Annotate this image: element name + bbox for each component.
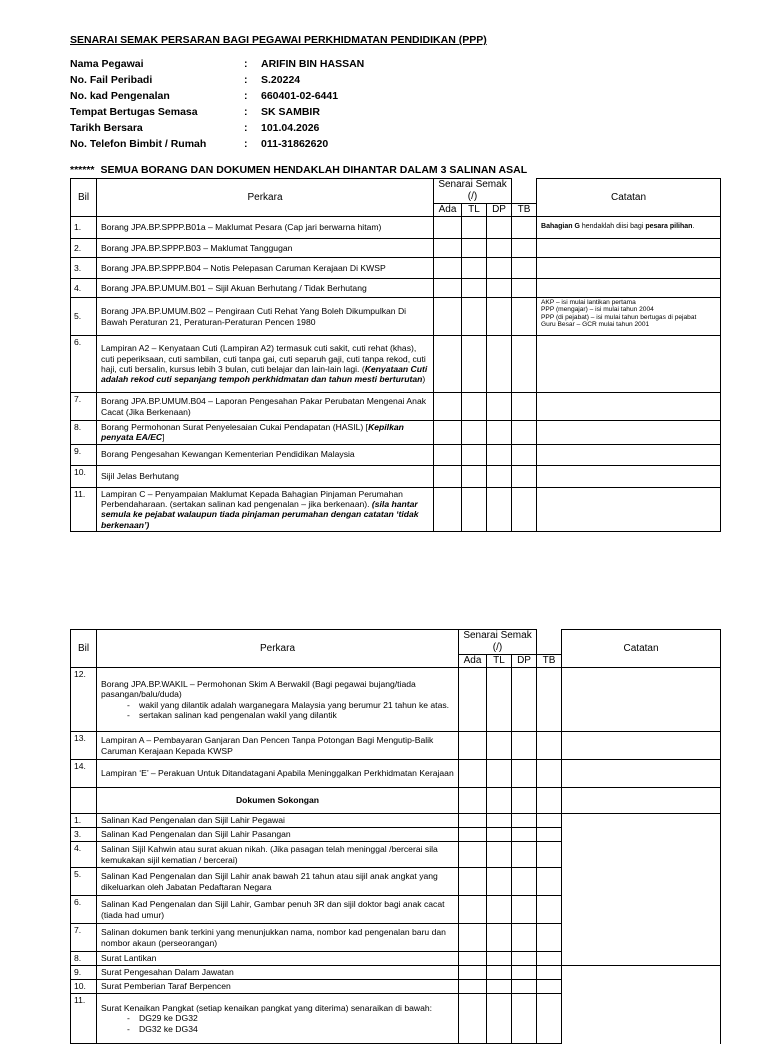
check-cell-tl[interactable] [462,279,487,298]
section-bil [71,788,97,814]
row-catatan [537,444,721,465]
check-cell-tb[interactable] [512,421,537,445]
check-cell-ada[interactable] [459,952,487,966]
check-cell-tb[interactable] [512,487,537,531]
perkara-emphasis: Kepilkan penyata EA/EC [101,422,404,443]
table-row [71,421,721,445]
checklist-table-1 [70,178,721,532]
row-catatan [537,393,721,421]
row-catatan [562,788,721,814]
bullet-item: - DG29 ke DG32 [127,1013,454,1023]
check-cell-dp[interactable] [487,298,512,336]
row-number: 2. [71,239,97,258]
info-value: SK SAMBIR [261,106,320,118]
check-cell-ada[interactable] [459,842,487,868]
perkara-text: Lampiran C – Penyampaian Maklumat Kepada Bahagian Pinjaman Perumahan Perbendaharaan. (sertakan salinan kad pengenalan – jika berkenaan). [101,488,403,509]
perkara-text: Surat Pengesahan Dalam Jawatan [101,967,234,978]
check-cell-tl[interactable] [487,814,512,828]
row-number: 3. [71,258,97,279]
row-perkara [97,980,459,994]
header-bil: Bil [71,179,97,217]
check-cell-ada[interactable] [459,668,487,732]
perkara-text: Borang JPA.BP.UMUM.B02 – Pengiraan Cuti Rehat Yang Boleh Dikumpulkan Di Bawah Peraturan 21, Peraturan-Peraturan Pencen 1980 [101,306,407,327]
check-cell-ada[interactable] [434,258,462,279]
notice-line [70,164,527,176]
check-cell-dp[interactable] [487,487,512,531]
check-cell-tl[interactable] [462,465,487,487]
perkara-text: Borang JPA.BP.SPPP.B04 – Notis Pelepasan Caruman Kerajaan Di KWSP [101,262,386,273]
info-label: No. Fail Peribadi [70,74,153,86]
perkara-text: Salinan dokumen bank terkini yang menunjukkan nama, nombor kad pengenalan baru dan nombor akaun (perseorangan) [101,927,446,948]
table-row [71,732,721,760]
perkara-text: Salinan Kad Pengenalan dan Sijil Lahir, Gambar penuh 3R dan sijil doktor bagi anak cacat (tiada had umur) [101,899,445,920]
check-cell-tb[interactable] [537,896,562,924]
check-cell-ada[interactable] [434,239,462,258]
check-cell-ada[interactable] [434,336,462,393]
row-perkara [97,336,434,393]
row-perkara [97,868,459,896]
row-catatan [537,421,721,445]
header-bil: Bil [71,630,97,668]
check-cell-tl[interactable] [487,760,512,788]
info-label: No. kad Pengenalan [70,90,170,102]
check-cell-tb[interactable] [512,444,537,465]
header-catatan: Catatan [537,179,721,217]
check-cell-tb[interactable] [537,994,562,1044]
check-cell-ada[interactable] [459,868,487,896]
check-cell-ada[interactable] [459,896,487,924]
check-cell-dp[interactable] [487,421,512,445]
check-cell-dp[interactable] [487,393,512,421]
check-cell-tl[interactable] [487,896,512,924]
note-text: hendaklah diisi bagi [579,223,646,231]
check-cell-tb[interactable] [537,760,562,788]
check-cell-tl[interactable] [462,217,487,239]
row-number: 11. [71,487,97,531]
check-cell-dp[interactable] [487,444,512,465]
checklist-table-2 [70,629,721,1044]
row-number: 4. [71,279,97,298]
check-cell-tl[interactable] [487,868,512,896]
note-bold: Bahagian G [541,223,580,231]
perkara-text: Salinan Sijil Kahwin atau surat akuan nikah. (Jika pasagan telah meninggal /bercerai sila kemukakan sijil kematian / bercerai) [101,844,438,865]
perkara-emphasis: (sila hantar semula ke pejabat walaupun tiada pinjaman perumahan dengan catatan ‘tidak berkenaan’) [101,498,419,530]
row-perkara [97,487,434,531]
row-perkara [97,258,434,279]
check-cell-tb[interactable] [537,668,562,732]
check-cell-dp[interactable] [512,896,537,924]
check-cell-tl[interactable] [487,980,512,994]
row-number: 11. [71,994,97,1044]
check-cell-dp[interactable] [487,239,512,258]
info-row [70,120,364,136]
note-text: . [692,223,695,231]
row-number: 9. [71,966,97,980]
header-dp: DP [487,204,512,217]
info-row [70,104,364,120]
check-cell-ada[interactable] [434,465,462,487]
header-tl: TL [487,655,512,668]
check-cell-dp[interactable] [487,465,512,487]
row-number: 10. [71,465,97,487]
check-cell-dp[interactable] [512,732,537,760]
perkara-text: Salinan Kad Pengenalan dan Sijil Lahir anak bawah 21 tahun atau sijil anak angkat yang dikeluarkan oleh Jabatan Pedaftaran Negara [101,871,438,892]
check-cell-tl[interactable] [487,924,512,952]
row-number: 6. [71,336,97,393]
check-cell-dp[interactable] [487,336,512,393]
row-number: 5. [71,298,97,336]
check-cell-tb[interactable] [512,258,537,279]
header-senarai-semak: Senarai Semak (/) [459,630,537,655]
row-perkara [97,760,459,788]
check-cell-tb[interactable] [512,217,537,239]
section-row [71,788,721,814]
table-row [71,336,721,393]
row-number: 10. [71,980,97,994]
check-cell-tb[interactable] [537,788,562,814]
check-cell-tb[interactable] [537,828,562,842]
header-tb: TB [537,655,562,668]
table-row [71,668,721,732]
check-cell-tb[interactable] [537,868,562,896]
notice-stars: ****** [70,164,95,176]
perkara-text: Borang JPA.BP.WAKIL – Permohonan Skim A Berwakil (Bagi pegawai bujang/tiada pasangan/balu/duda) [101,678,416,700]
perkara-text: Surat Pemberian Taraf Berpencen [101,981,231,992]
check-cell-ada[interactable] [459,966,487,980]
check-cell-dp[interactable] [512,924,537,952]
table-row [71,258,721,279]
check-cell-tb[interactable] [537,980,562,994]
perkara-text: Salinan Kad Pengenalan dan Sijil Lahir Pegawai [101,815,285,826]
check-cell-ada[interactable] [434,393,462,421]
row-perkara [97,217,434,239]
row-catatan [537,239,721,258]
perkara-text: Lampiran ‘E’ – Perakuan Untuk Ditandatagani Apabila Meninggalkan Perkhidmatan Kerajaan [101,768,454,779]
officer-info [70,56,364,152]
info-colon: : [244,74,248,86]
check-cell-ada[interactable] [459,828,487,842]
row-perkara [97,668,459,732]
check-cell-tl[interactable] [462,444,487,465]
info-label: No. Telefon Bimbit / Rumah [70,138,207,150]
row-catatan [562,668,721,732]
info-value: S.20224 [261,74,301,86]
info-row [70,136,364,152]
row-perkara [97,896,459,924]
check-cell-tl[interactable] [462,393,487,421]
check-cell-ada[interactable] [459,760,487,788]
section-heading: Dokumen Sokongan [97,788,459,814]
check-cell-ada[interactable] [434,217,462,239]
check-cell-tl[interactable] [462,298,487,336]
check-cell-tb[interactable] [512,298,537,336]
perkara-text: Sijil Jelas Berhutang [101,470,179,481]
check-cell-tl[interactable] [462,421,487,445]
perkara-text: Borang JPA.BP.UMUM.B04 – Laporan Pengesahan Pakar Perubatan Mengenai Anak Cacat (Jika Berkenaan) [101,396,427,417]
perkara-text: Borang Permohonan Surat Penyelesaian Cukai Pendapatan (HASIL) [ [101,422,369,432]
row-catatan [537,298,721,336]
info-colon: : [244,106,248,118]
check-cell-dp[interactable] [512,788,537,814]
row-number: 1. [71,814,97,828]
row-catatan [537,217,721,239]
perkara-text: Borang Pengesahan Kewangan Kementerian Pendidikan Malaysia [101,449,355,460]
check-cell-dp[interactable] [512,952,537,966]
bullet-item: - DG32 ke DG34 [127,1024,454,1034]
check-cell-tb[interactable] [537,966,562,980]
check-cell-ada[interactable] [434,487,462,531]
table-row [71,966,721,980]
check-cell-tl[interactable] [487,668,512,732]
row-catatan [537,465,721,487]
info-value: 101.04.2026 [261,122,320,134]
row-number: 5. [71,868,97,896]
check-cell-tb[interactable] [512,279,537,298]
check-cell-ada[interactable] [434,444,462,465]
row-number: 8. [71,421,97,445]
check-cell-dp[interactable] [512,868,537,896]
row-perkara [97,444,434,465]
info-colon: : [244,138,248,150]
check-cell-ada[interactable] [434,279,462,298]
row-perkara [97,814,459,828]
row-perkara [97,239,434,258]
perkara-tail: ) [422,374,426,385]
check-cell-tl[interactable] [462,258,487,279]
header-ada: Ada [459,655,487,668]
note-line: AKP – isi mulai lantikan pertama [541,299,636,306]
check-cell-tl[interactable] [487,994,512,1044]
row-catatan [562,732,721,760]
info-value: ARIFIN BIN HASSAN [261,58,365,70]
table-row [71,298,721,336]
info-colon: : [244,122,248,134]
row-catatan [562,760,721,788]
check-cell-tb[interactable] [537,842,562,868]
table-row [71,465,721,487]
check-cell-ada[interactable] [434,421,462,445]
check-cell-dp[interactable] [512,966,537,980]
info-label: Tempat Bertugas Semasa [70,106,198,118]
table-row [71,217,721,239]
row-number: 7. [71,924,97,952]
header-gap [537,630,562,655]
check-cell-dp[interactable] [512,828,537,842]
row-number: 3. [71,828,97,842]
row-number: 6. [71,896,97,924]
perkara-tail: ] [162,432,165,443]
check-cell-ada[interactable] [459,924,487,952]
check-cell-tl[interactable] [462,487,487,531]
check-cell-tb[interactable] [537,924,562,952]
info-label: Tarikh Bersara [70,122,143,134]
note-line: Guru Besar – GCR mulai tahun 2001 [541,320,650,328]
perkara-text: Salinan Kad Pengenalan dan Sijil Lahir Pasangan [101,829,291,840]
check-cell-dp[interactable] [487,279,512,298]
check-cell-ada[interactable] [459,732,487,760]
check-cell-dp[interactable] [487,217,512,239]
check-cell-tb[interactable] [512,465,537,487]
check-cell-tb[interactable] [512,239,537,258]
info-value: 660401-02-6441 [261,90,339,102]
check-cell-tl[interactable] [487,966,512,980]
check-cell-tb[interactable] [537,952,562,966]
header-tl: TL [462,204,487,217]
row-catatan [537,336,721,393]
bullet-item: - wakil yang dilantik adalah warganegara Malaysia yang berumur 21 tahun ke atas. [127,700,454,710]
check-cell-ada[interactable] [459,814,487,828]
check-cell-ada[interactable] [459,994,487,1044]
row-number: 1. [71,217,97,239]
header-gap [512,179,537,204]
row-perkara [97,842,459,868]
row-number: 8. [71,952,97,966]
header-catatan: Catatan [562,630,721,668]
perkara-text: Surat Lantikan [101,953,157,964]
check-cell-tb[interactable] [512,336,537,393]
check-cell-tl[interactable] [487,952,512,966]
check-cell-ada[interactable] [459,980,487,994]
row-number: 13. [71,732,97,760]
check-cell-dp[interactable] [512,842,537,868]
row-catatan [562,814,721,966]
table-row [71,994,721,1044]
perkara-text: Surat Kenaikan Pangkat (setiap kenaikan pangkat yang diterima) senaraikan di bawah: [101,1003,433,1014]
row-perkara [97,952,459,966]
notice-text: SEMUA BORANG DAN DOKUMEN HENDAKLAH DIHANTAR DALAM 3 SALINAN ASAL [100,164,528,176]
row-perkara [97,924,459,952]
table-row [71,760,721,788]
row-catatan [537,487,721,531]
row-perkara [97,298,434,336]
header-ada: Ada [434,204,462,217]
info-row [70,56,364,72]
info-value: 011-31862620 [261,138,329,150]
row-perkara [97,421,434,445]
row-catatan [537,258,721,279]
table-row [71,980,721,994]
header-perkara: Perkara [97,630,459,668]
table-row [71,814,721,828]
header-perkara: Perkara [97,179,434,217]
check-cell-ada[interactable] [459,788,487,814]
info-row [70,72,364,88]
row-catatan [537,279,721,298]
check-cell-dp[interactable] [512,814,537,828]
perkara-text: Borang JPA.BP.SPPP.B03 – Maklumat Tanggugan [101,242,293,253]
info-colon: : [244,90,248,102]
check-cell-ada[interactable] [434,298,462,336]
perkara-text: Borang JPA.BP.UMUM.B01 – Sijil Akuan Berhutang / Tidak Berhutang [101,282,367,293]
header-tb: TB [512,204,537,217]
check-cell-dp[interactable] [512,668,537,732]
row-perkara [97,828,459,842]
row-perkara [97,393,434,421]
header-senarai-semak: Senarai Semak (/) [434,179,512,204]
row-number: 7. [71,393,97,421]
row-perkara [97,732,459,760]
check-cell-tl[interactable] [487,732,512,760]
check-cell-tl[interactable] [487,788,512,814]
bullet-item: - sertakan salinan kad pengenalan wakil yang dilantik [127,710,454,720]
check-cell-tb[interactable] [512,393,537,421]
header-dp: DP [512,655,537,668]
table-row [71,487,721,531]
check-cell-tb[interactable] [537,732,562,760]
info-label: Nama Pegawai [70,58,144,70]
info-colon: : [244,58,248,70]
row-number: 9. [71,444,97,465]
perkara-text: Lampiran A – Pembayaran Ganjaran Dan Pencen Tanpa Potongan Bagi Mengutip-Balik Caruman Kerajaan Kepada KWSP [101,735,434,756]
check-cell-tl[interactable] [487,842,512,868]
row-perkara [97,465,434,487]
check-cell-tl[interactable] [487,828,512,842]
table-row [71,444,721,465]
perkara-emphasis: Kenyataan Cuti adalah rekod cuti sepanjang tempoh perkhidmatan dan tahun mesti berturutan [101,364,428,385]
row-perkara [97,966,459,980]
perkara-text: Borang JPA.BP.SPPP.B01a – Maklumat Pesara (Cap jari berwarna hitam) [101,222,382,233]
perkara-text: Lampiran A2 – Kenyataan Cuti (Lampiran A2) termasuk cuti sakit, cuti rehat (khas), cuti peperiksaan, cuti sambilan, cuti tanpa gai, cuti separuh gaji, cuti tanpa rekod, cuti haji, cuti bersalin, kursus lebih 3 bulan, cuti belajar dan lain-lain lagi. ( [101,343,426,374]
row-number: 4. [71,842,97,868]
note-line: PPP (mengajar) – isi mulai tahun 2004 [541,306,654,314]
page-title: SENARAI SEMAK PERSARAN BAGI PEGAWAI PERKHIDMATAN PENDIDIKAN (PPP) [70,34,487,46]
row-perkara [97,279,434,298]
table-row [71,239,721,258]
table-row [71,393,721,421]
note-line: PPP (di pejabat) – isi mulai tahun bertugas di pejabat [541,313,697,321]
note-bold: pesara pilihan [645,223,693,231]
bullet-list [101,700,454,721]
row-number: 12. [71,668,97,732]
info-row [70,88,364,104]
check-cell-dp[interactable] [512,980,537,994]
check-cell-dp[interactable] [512,760,537,788]
check-cell-dp[interactable] [487,258,512,279]
check-cell-tl[interactable] [462,239,487,258]
check-cell-tl[interactable] [462,336,487,393]
row-perkara [97,994,459,1044]
row-number: 14. [71,760,97,788]
check-cell-tb[interactable] [537,814,562,828]
check-cell-dp[interactable] [512,994,537,1044]
table-row [71,279,721,298]
